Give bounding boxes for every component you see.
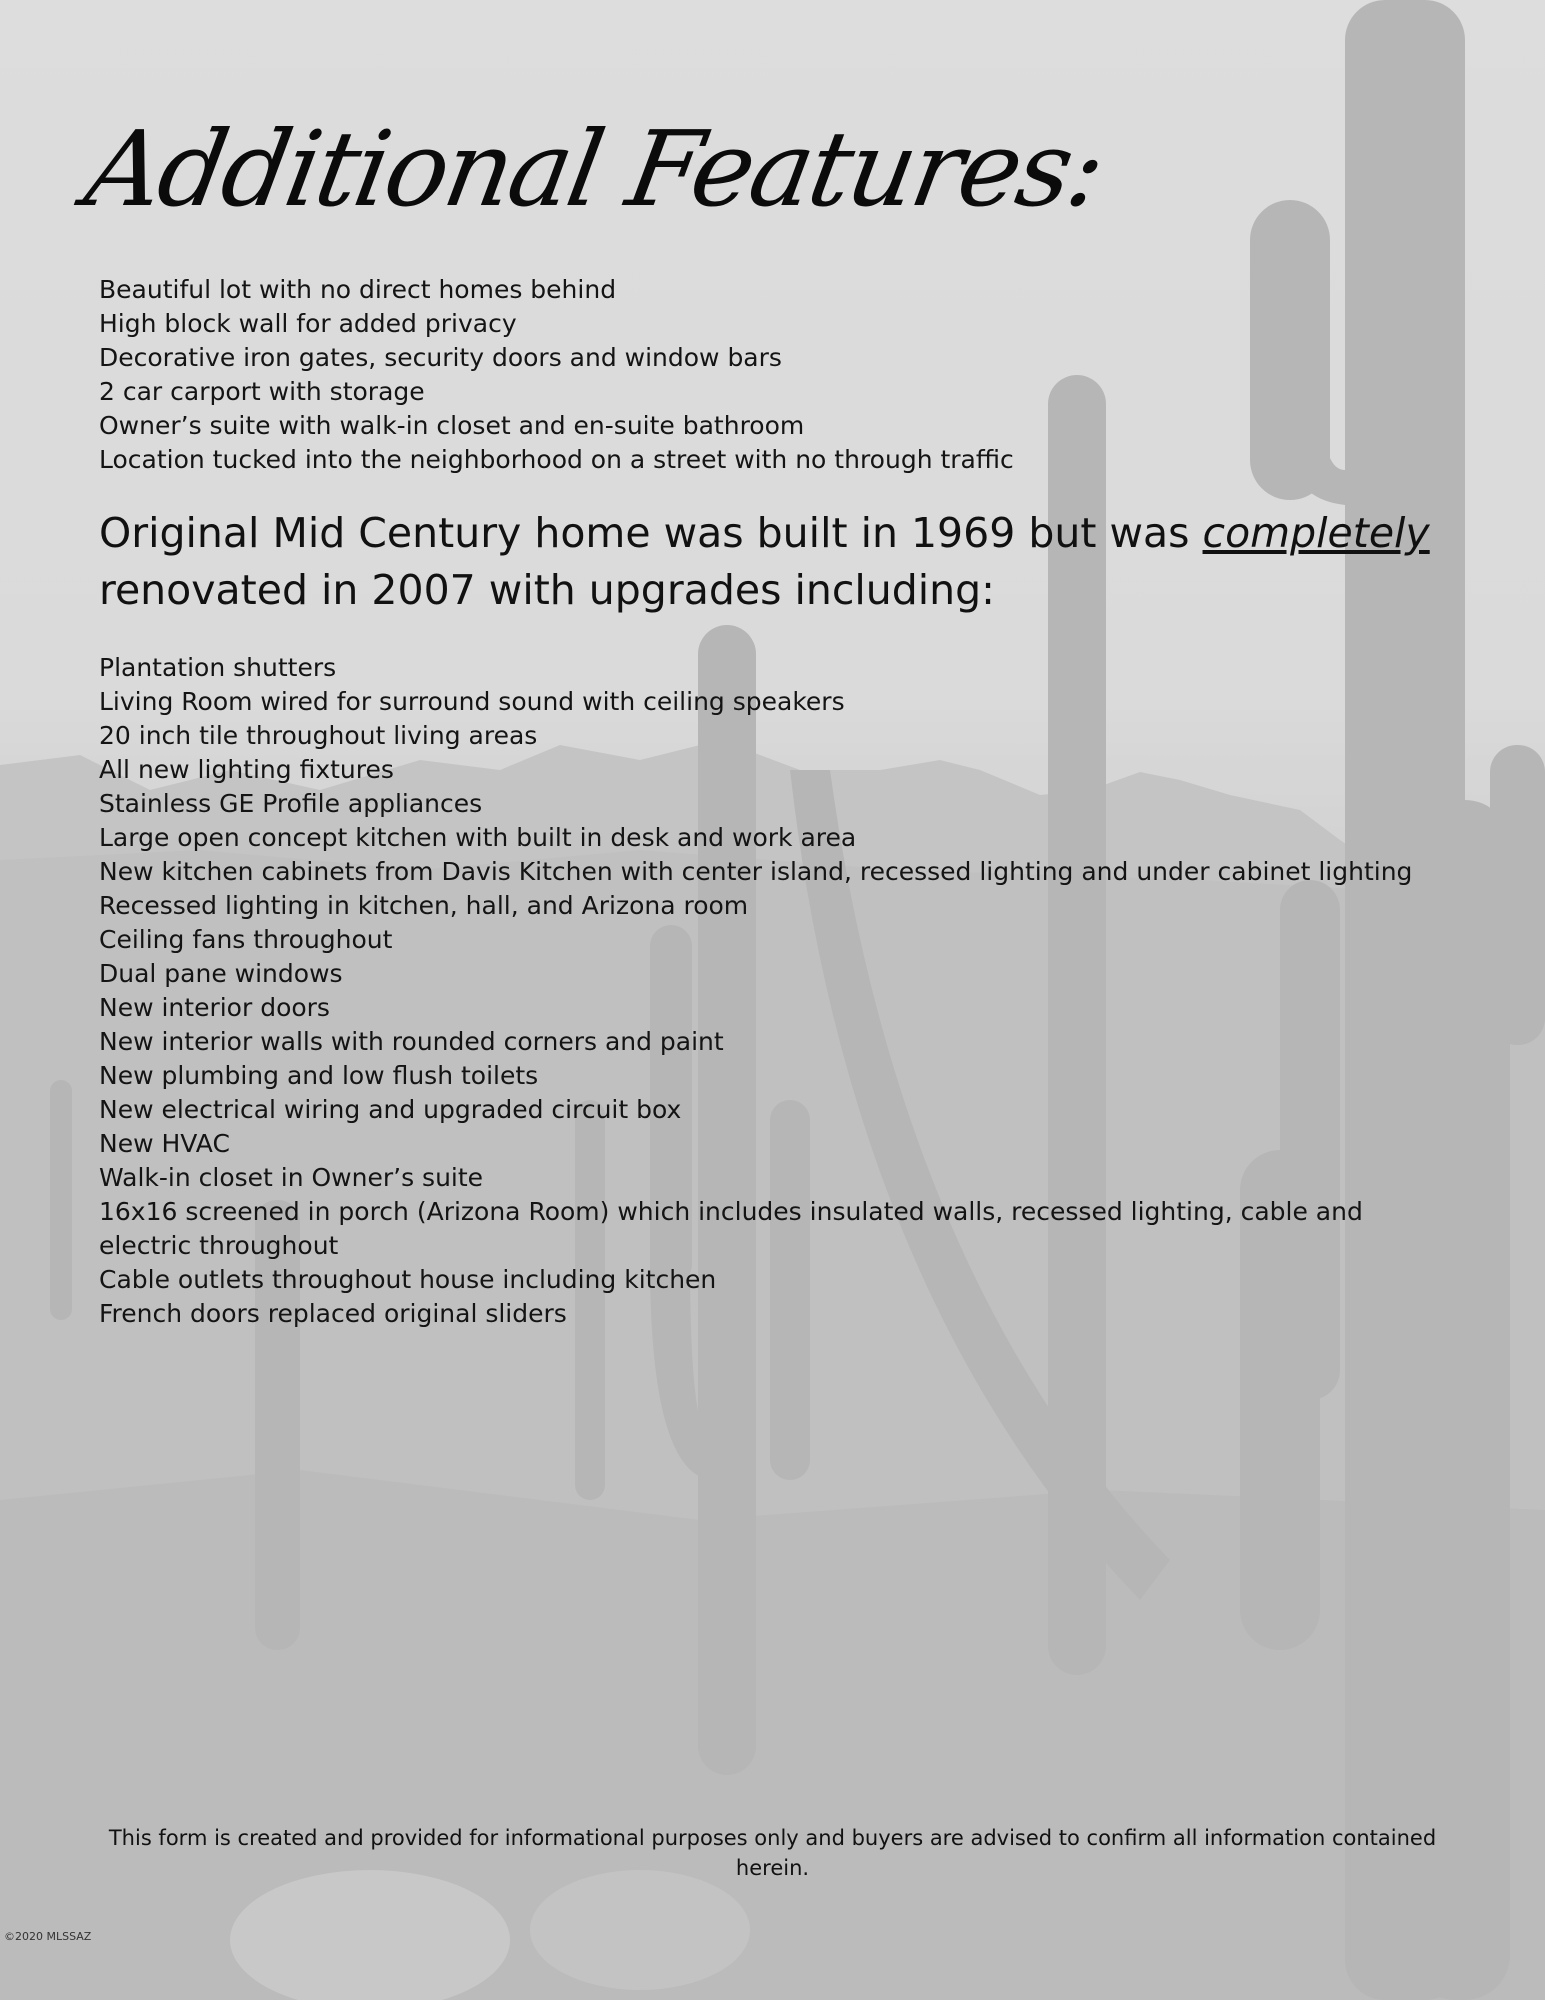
list-item: Dual pane windows	[99, 959, 343, 988]
list-item: Ceiling fans throughout	[99, 925, 393, 954]
list-item: High block wall for added privacy	[99, 309, 517, 338]
subheading-text: Original Mid Century home was built in 1969 but was	[99, 509, 1203, 557]
list-item: New HVAC	[99, 1129, 230, 1158]
list-item: New kitchen cabinets from Davis Kitchen with center island, recessed lighting and under cabinet lighting	[99, 857, 1413, 886]
list-item: 2 car carport with storage	[99, 377, 425, 406]
list-item: New interior doors	[99, 993, 330, 1022]
disclaimer-footer: This form is created and provided for informational purposes only and buyers are advised to confirm all information contained herein.	[108, 1826, 1437, 1880]
list-item: New interior walls with rounded corners and paint	[99, 1027, 724, 1056]
list-item: Plantation shutters	[99, 653, 337, 682]
list-item: 16x16 screened in porch (Arizona Room) which includes insulated walls, recessed lighting, cable and electric throughout	[99, 1197, 1363, 1260]
list-item: Owner’s suite with walk-in closet and en-suite bathroom	[99, 411, 805, 440]
list-item: Walk-in closet in Owner’s suite	[99, 1163, 484, 1192]
list-item: Large open concept kitchen with built in desk and work area	[99, 823, 857, 852]
list-item: Decorative iron gates, security doors and window bars	[99, 343, 782, 372]
renovation-subheading	[99, 505, 1459, 619]
list-item: French doors replaced original sliders	[99, 1299, 567, 1328]
page-title: Additional Features:	[77, 108, 1112, 230]
list-item: 20 inch tile throughout living areas	[99, 721, 538, 750]
upgrades-list	[99, 651, 1439, 1331]
copyright-watermark: ©2020 MLSSAZ	[4, 1930, 92, 1943]
list-item: Stainless GE Profile appliances	[99, 789, 483, 818]
subheading-text-end: renovated in 2007 with upgrades including:	[99, 566, 995, 614]
list-item: Location tucked into the neighborhood on a street with no through traffic	[99, 445, 1014, 474]
subheading-emphasis: completely	[1202, 509, 1430, 557]
list-item: All new lighting fixtures	[99, 755, 394, 784]
list-item: Living Room wired for surround sound with ceiling speakers	[99, 687, 845, 716]
list-item: Cable outlets throughout house including kitchen	[99, 1265, 717, 1294]
additional-features-list	[99, 273, 1014, 477]
list-item: Recessed lighting in kitchen, hall, and Arizona room	[99, 891, 749, 920]
list-item: New electrical wiring and upgraded circuit box	[99, 1095, 682, 1124]
list-item: Beautiful lot with no direct homes behind	[99, 275, 617, 304]
list-item: New plumbing and low flush toilets	[99, 1061, 539, 1090]
